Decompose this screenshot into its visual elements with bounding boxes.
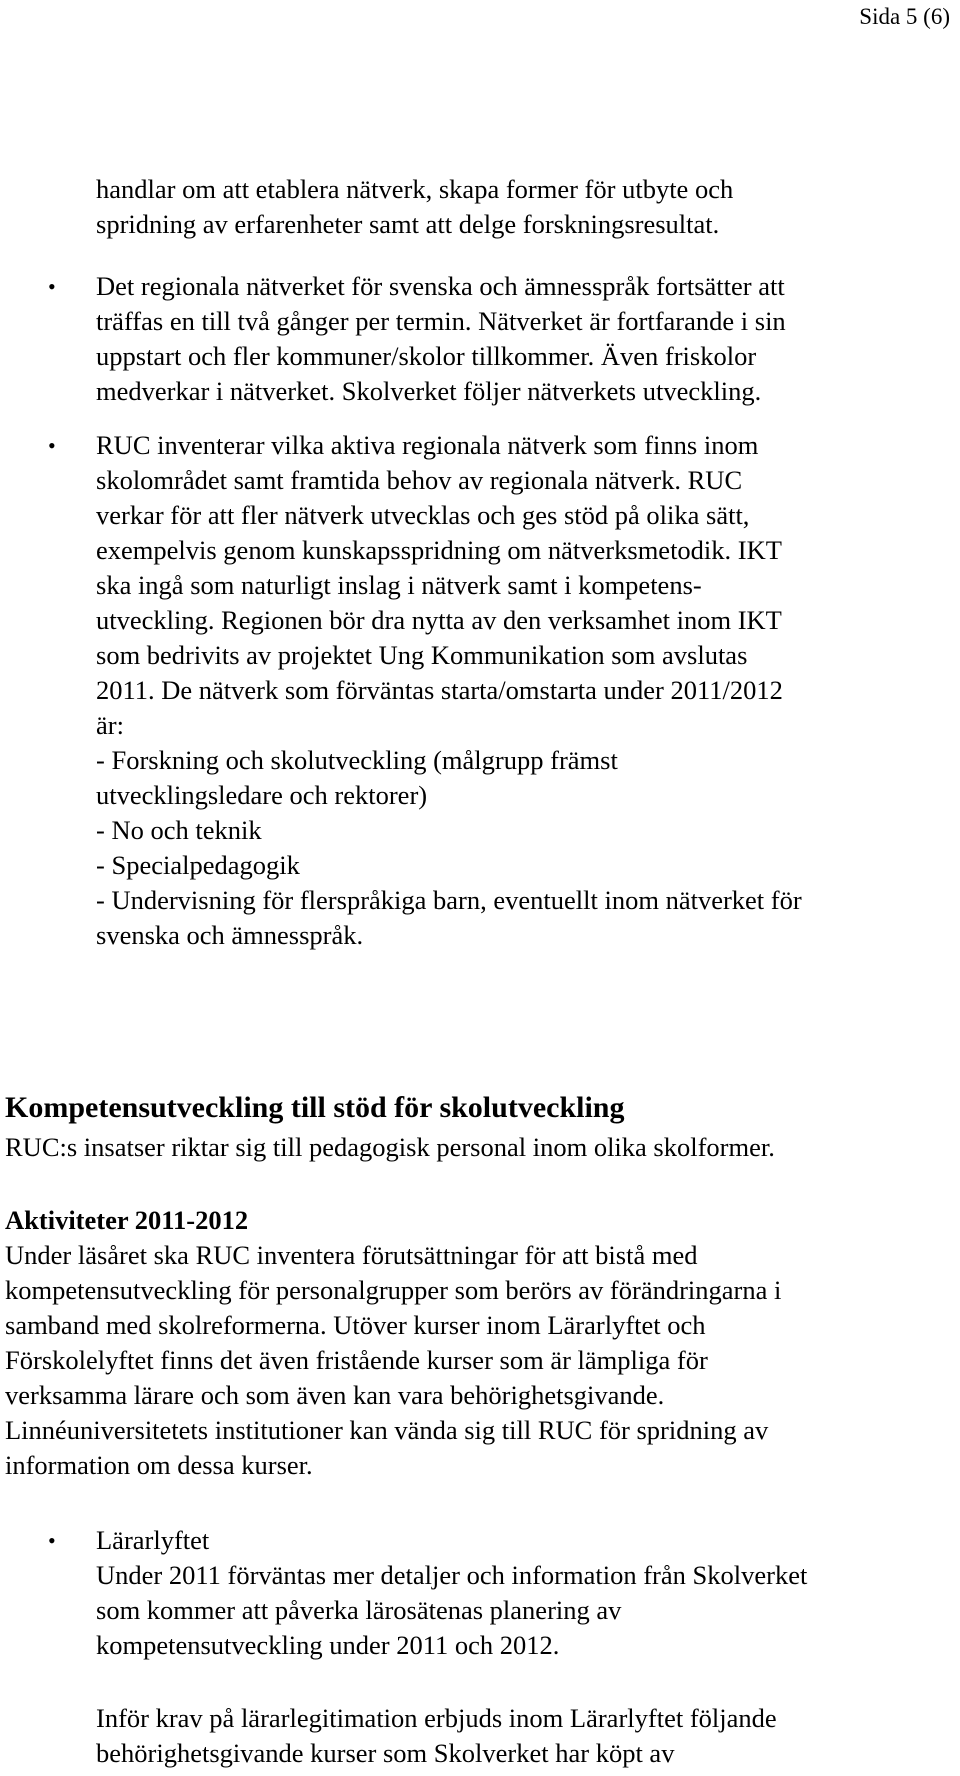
bullet-item-network-svenska [96,269,946,409]
text-line: samband med skolreformerna. Utöver kurser inom Lärarlyftet och [5,1310,706,1340]
section-intro [5,1130,935,1165]
text-line: kompetensutveckling för personalgrupper som berörs av förändringarna i [5,1275,782,1305]
text-line: uppstart och fler kommuner/skolor tillkommer. Även friskolor [96,341,757,371]
text-line: Förskolelyftet finns det även fristående kurser som är lämpliga för [5,1345,708,1375]
text-line: spridning av erfarenheter samt att delge forskningsresultat. [96,209,720,239]
activities-subheading: Aktiviteter 2011-2012 [5,1205,249,1235]
text-line: skolområdet samt framtida behov av regionala nätverk. RUC [96,465,743,495]
activities-paragraph [5,1238,935,1483]
text-line: - No och teknik [96,815,262,845]
text-line: träffas en till två gånger per termin. Nätverket är fortfarande i sin [96,306,786,336]
bullet-item-lararlyftet [96,1523,946,1663]
bullet-item-ruc-inventory [96,428,946,953]
text-line: utvecklingsledare och rektorer) [96,780,428,810]
page-number: Sida 5 (6) [859,4,950,29]
text-line: RUC:s insatser riktar sig till pedagogisk personal inom olika skolformer. [5,1132,775,1162]
text-line: exempelvis genom kunskapsspridning om nätverksmetodik. IKT [96,535,782,565]
text-line: - Specialpedagogik [96,850,300,880]
text-line: - Undervisning för flerspråkiga barn, eventuellt inom nätverket för [96,885,802,915]
text-line: behörighetsgivande kurser som Skolverket har köpt av [96,1738,675,1768]
text-line: - Forskning och skolutveckling (målgrupp främst [96,745,618,775]
bullet-marker: • [48,433,56,458]
text-line: RUC inventerar vilka aktiva regionala nätverk som finns inom [96,430,759,460]
text-line: information om dessa kurser. [5,1450,313,1480]
text-line: Det regionala nätverket för svenska och ämnesspråk fortsätter att [96,271,785,301]
text-line: 2011. De nätverk som förväntas starta/omstarta under 2011/2012 [96,675,783,705]
lararlyftet-followup [96,1701,946,1771]
text-line: Under läsåret ska RUC inventera förutsättningar för att bistå med [5,1240,698,1270]
text-line: verksamma lärare och som även kan vara behörighetsgivande. [5,1380,665,1410]
bullet-marker: • [48,274,56,299]
text-line: som bedrivits av projektet Ung Kommunikation som avslutas [96,640,748,670]
text-line: ska ingå som naturligt inslag i nätverk samt i kompetens- [96,570,702,600]
text-line: som kommer att påverka lärosätenas planering av [96,1595,622,1625]
text-line: medverkar i nätverket. Skolverket följer nätverkets utveckling. [96,376,762,406]
text-line: verkar för att fler nätverk utvecklas och ges stöd på olika sätt, [96,500,750,530]
text-line: Inför krav på lärarlegitimation erbjuds inom Lärarlyftet följande [96,1703,777,1733]
intro-paragraph [96,172,946,242]
text-line: Under 2011 förväntas mer detaljer och information från Skolverket [96,1560,808,1590]
text-line: Linnéuniversitetets institutioner kan vända sig till RUC för spridning av [5,1415,769,1445]
bullet-title: Lärarlyftet [96,1525,210,1555]
text-line: kompetensutveckling under 2011 och 2012. [96,1630,560,1660]
section-heading: Kompetensutveckling till stöd för skolutveckling [5,1091,625,1124]
text-line: är: [96,710,124,740]
text-line: utveckling. Regionen bör dra nytta av den verksamhet inom IKT [96,605,782,635]
text-line: handlar om att etablera nätverk, skapa former för utbyte och [96,174,734,204]
text-line: svenska och ämnesspråk. [96,920,364,950]
bullet-marker: • [48,1528,56,1553]
